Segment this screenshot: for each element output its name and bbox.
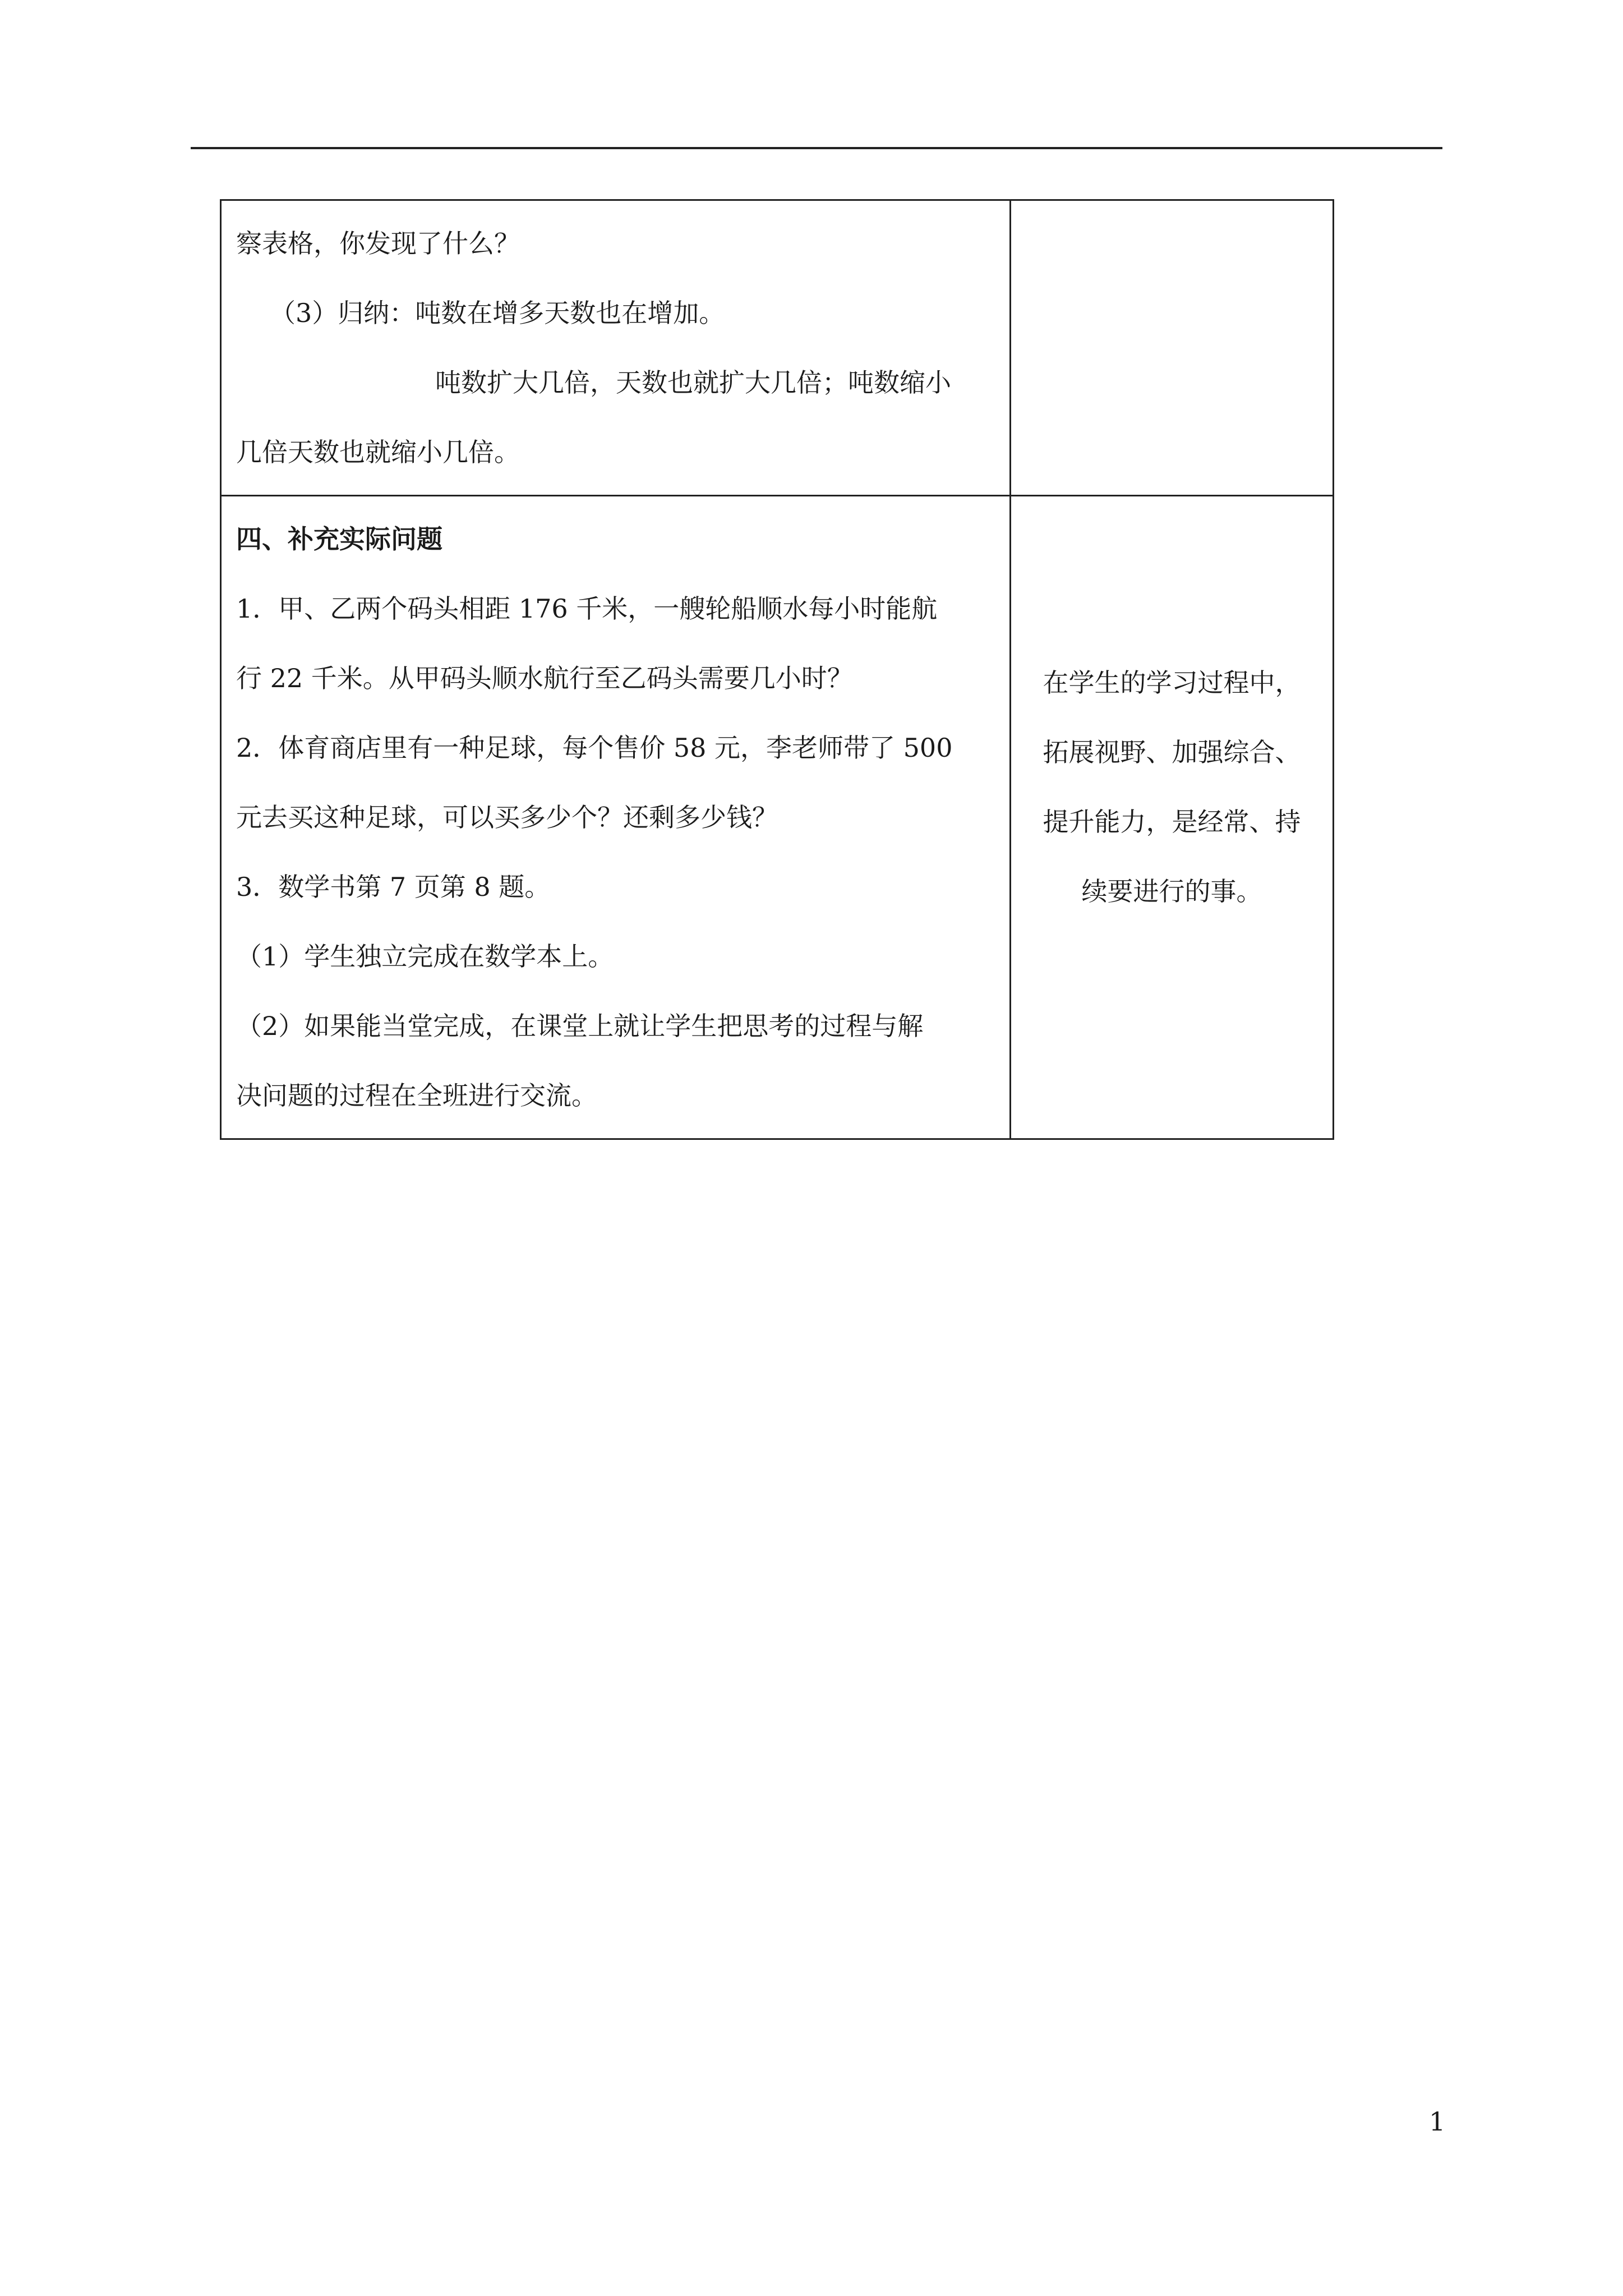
note-cell (1011, 200, 1334, 496)
lesson-table (220, 199, 1334, 1140)
text-line: 吨数扩大几倍，天数也就扩大几倍；吨数缩小 (435, 367, 951, 398)
text-line: 行 22 千米。从甲码头顺水航行至乙码头需要几小时？ (236, 663, 853, 693)
text-line: 察表格，你发现了什么？ (236, 228, 520, 259)
text-line: 2．体育商店里有一种足球，每个售价 58 元，李老师带了 500 (236, 733, 953, 763)
text-line: 决问题的过程在全班进行交流。 (236, 1080, 597, 1111)
header-rule (191, 147, 1442, 149)
text-line: 1．甲、乙两个码头相距 176 千米，一艘轮船顺水每小时能航 (236, 593, 938, 624)
table-row (221, 496, 1334, 1139)
table-row (221, 200, 1334, 496)
main-cell (221, 200, 1011, 496)
note-line: 拓展视野、加强综合、 (1043, 737, 1301, 767)
main-cell (221, 496, 1011, 1139)
text-line: （2）如果能当堂完成，在课堂上就让学生把思考的过程与解 (236, 1011, 924, 1041)
note-line: 续要进行的事。 (1081, 876, 1262, 907)
text-line: 元去买这种足球，可以买多少个？还剩多少钱？ (236, 802, 778, 832)
section-heading: 四、补充实际问题 (236, 524, 442, 554)
page-number: 1 (1429, 2106, 1446, 2137)
text-line: 3．数学书第 7 页第 8 题。 (236, 872, 551, 902)
text-line: （1）学生独立完成在数学本上。 (236, 941, 614, 972)
note-line: 在学生的学习过程中， (1043, 668, 1301, 698)
note-text (1011, 201, 1332, 352)
note-line: 提升能力，是经常、持 (1043, 807, 1301, 837)
note-cell (1011, 496, 1334, 1139)
text-line: 几倍天数也就缩小几倍。 (236, 437, 520, 467)
text-line: （3）归纳：吨数在增多天数也在增加。 (270, 298, 725, 328)
